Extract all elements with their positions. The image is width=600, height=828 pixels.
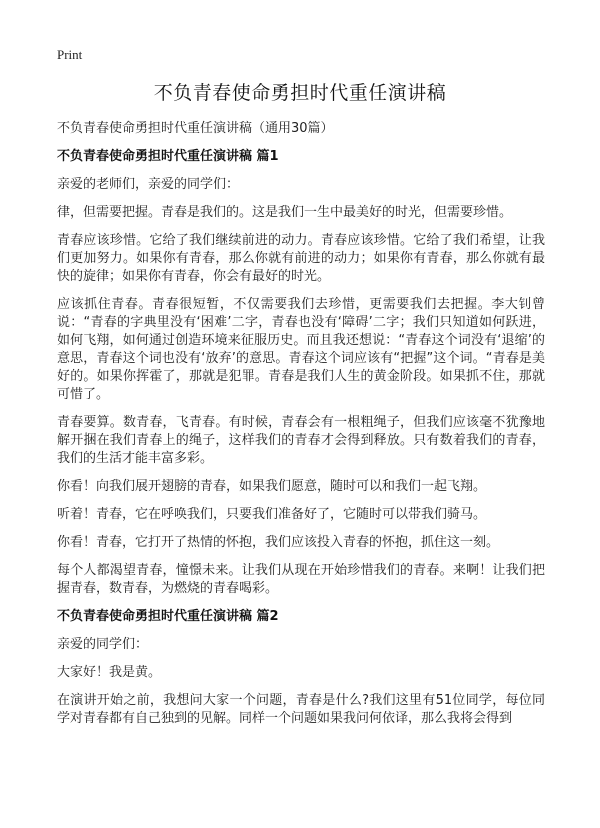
paragraph: 你看！青春，它打开了热情的怀抱，我们应该投入青春的怀抱，抓住这一刻。 [57, 535, 500, 550]
paragraph: 亲爱的老师们，亲爱的同学们： [57, 177, 240, 192]
paragraph: 青春要算。数青春，飞青春。有时候，青春会有一根粗绳子，但我们应该毫不犹豫地解开捆在我们青春上的绳子，这样我们的青春才会得到释放。只有数着我们的青春，我们的生活才能丰富多彩。 [57, 415, 545, 466]
paragraph: 青春应该珍惜。它给了我们继续前进的动力。青春应该珍惜。它给了我们希望，让我们更加努力。如果你有青春，那么你就有前进的动力；如果你有青春，那么你就有最快的旋律；如果你有青春，你会有最好的时光。 [57, 233, 545, 284]
paragraph: 听着！青春，它在呼唤我们，只要我们准备好了，它随时可以带我们骑马。 [57, 507, 487, 522]
section-2 [57, 608, 545, 728]
section-1 [57, 148, 545, 598]
paragraph: 你看！向我们展开翅膀的青春，如果我们愿意，随时可以和我们一起飞翔。 [57, 479, 487, 494]
paragraph: 大家好！我是黄。 [57, 665, 162, 680]
paragraph: 亲爱的同学们： [57, 637, 149, 652]
section-heading: 不负青春使命勇担时代重任演讲稿 篇1 [57, 149, 279, 164]
print-label: Print [57, 47, 83, 62]
document-subtitle: 不负青春使命勇担时代重任演讲稿（通用30篇） [57, 121, 334, 136]
paragraph: 应该抓住青春。青春很短暂，不仅需要我们去珍惜，更需要我们去把握。李大钊曾说：“青春的字典里没有‘困难’二字，青春也没有‘障碍’二字；我们只知道如何跃进，如何飞翔，如何通过创造环境来征服历史。而且我还想说：“青春这个词没有‘退缩’的意思，青春这个词也没有‘放弃’的意思。青春这个词应该有“把握”这个词。“青春是美好的。如果你挥霍了，那就是犯罪。青春是我们人生的黄金阶段。如果抓不住，那就可惜了。 [57, 297, 545, 402]
section-heading: 不负青春使命勇担时代重任演讲稿 篇2 [57, 609, 279, 624]
document-body [57, 120, 545, 738]
paragraph: 律，但需要把握。青春是我们的。这是我们一生中最美好的时光，但需要珍惜。 [57, 205, 513, 220]
paragraph: 在演讲开始之前，我想问大家一个问题，青春是什么?我们这里有51位同学，每位同学对青春都有自己独到的见解。同样一个问题如果我问何依译，那么我将会得到 [57, 693, 545, 726]
paragraph: 每个人都渴望青春，憧憬未来。让我们从现在开始珍惜我们的青春。来啊！让我们把握青春，数青春，为燃烧的青春喝彩。 [57, 563, 545, 596]
page-title: 不负青春使命勇担时代重任演讲稿 [153, 82, 447, 104]
